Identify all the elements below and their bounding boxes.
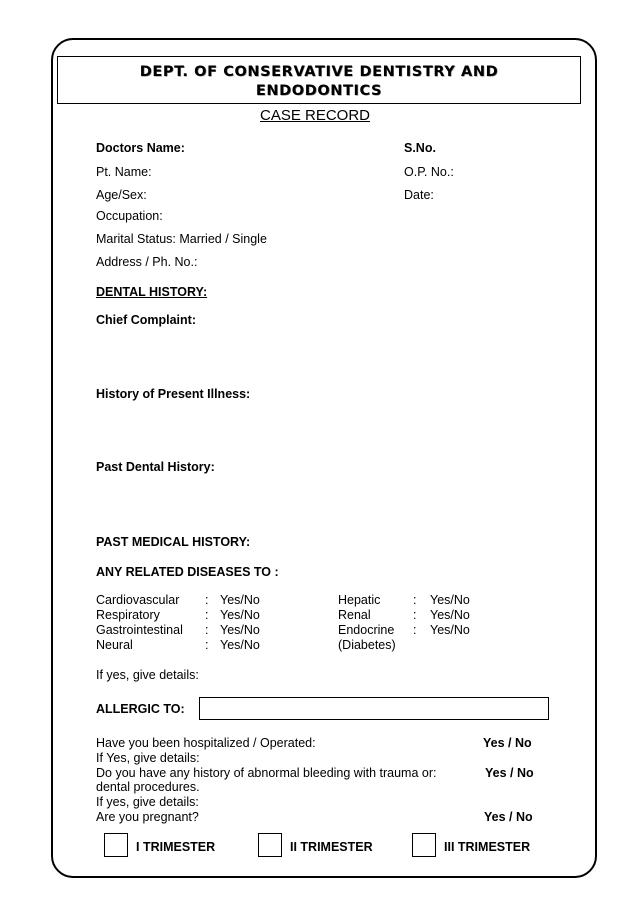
disease-answer: Yes/No (430, 623, 470, 637)
bleeding-answer: Yes / No (485, 766, 534, 780)
trimester-3-checkbox[interactable] (412, 833, 436, 857)
past-dental-history-label: Past Dental History: (96, 460, 215, 474)
department-title (58, 63, 580, 101)
past-medical-history-heading: PAST MEDICAL HISTORY: (96, 535, 251, 549)
disease-separator: : (413, 623, 417, 637)
disease-separator: : (413, 593, 417, 607)
hospitalized-question: Have you been hospitalized / Operated: (96, 736, 316, 750)
trimester-1-checkbox[interactable] (104, 833, 128, 857)
disease-name: Gastrointestinal (96, 623, 183, 637)
serial-number-label: S.No. (404, 141, 436, 155)
present-illness-label: History of Present Illness: (96, 387, 251, 401)
disease-answer: Yes/No (220, 623, 260, 637)
age-sex-label: Age/Sex: (96, 188, 147, 202)
trimester-3-label: III TRIMESTER (444, 840, 531, 854)
disease-separator: : (205, 608, 209, 622)
bleeding-question: Do you have any history of abnormal bleeding with trauma or: (96, 766, 437, 780)
disease-name: Respiratory (96, 608, 160, 622)
chief-complaint-label: Chief Complaint: (96, 313, 196, 327)
pregnant-answer: Yes / No (484, 810, 533, 824)
disease-separator: : (205, 638, 209, 652)
disease-answer: Yes/No (220, 593, 260, 607)
patient-name-label: Pt. Name: (96, 165, 152, 179)
bleeding-question-continued: dental procedures. (96, 780, 200, 794)
hospitalized-answer: Yes / No (483, 736, 532, 750)
trimester-1-label: I TRIMESTER (136, 840, 216, 854)
disease-name: Hepatic (338, 593, 381, 607)
pregnant-question: Are you pregnant? (96, 810, 199, 824)
department-title-line2: ENDODONTICS (255, 83, 383, 99)
dental-history-heading: DENTAL HISTORY: (96, 285, 208, 299)
marital-status-label: Marital Status: Married / Single (96, 232, 267, 246)
disease-answer: Yes/No (430, 593, 470, 607)
disease-name: Renal (338, 608, 371, 622)
op-number-label: O.P. No.: (404, 165, 454, 179)
allergic-to-field[interactable] (199, 697, 549, 720)
disease-name: (Diabetes) (338, 638, 396, 652)
department-title-line1: DEPT. OF CONSERVATIVE DENTISTRY AND (139, 64, 499, 80)
disease-name: Cardiovascular (96, 593, 180, 607)
disease-name: Neural (96, 638, 133, 652)
if-yes-details-label: If yes, give details: (96, 668, 199, 682)
trimester-2-checkbox[interactable] (258, 833, 282, 857)
related-diseases-heading: ANY RELATED DISEASES TO : (96, 565, 279, 579)
case-record-title: CASE RECORD (260, 107, 371, 124)
disease-answer: Yes/No (430, 608, 470, 622)
disease-separator: : (413, 608, 417, 622)
address-phone-label: Address / Ph. No.: (96, 255, 198, 269)
disease-name: Endocrine (338, 623, 395, 637)
occupation-label: Occupation: (96, 209, 163, 223)
disease-answer: Yes/No (220, 638, 260, 652)
disease-separator: : (205, 623, 209, 637)
doctors-name-label: Doctors Name: (96, 141, 185, 155)
disease-separator: : (205, 593, 209, 607)
hospitalized-details-label: If Yes, give details: (96, 751, 200, 765)
department-header (57, 56, 581, 104)
date-label: Date: (404, 188, 434, 202)
disease-answer: Yes/No (220, 608, 260, 622)
allergic-to-label: ALLERGIC TO: (96, 702, 185, 716)
bleeding-details-label: If yes, give details: (96, 795, 199, 809)
trimester-2-label: II TRIMESTER (290, 840, 373, 854)
